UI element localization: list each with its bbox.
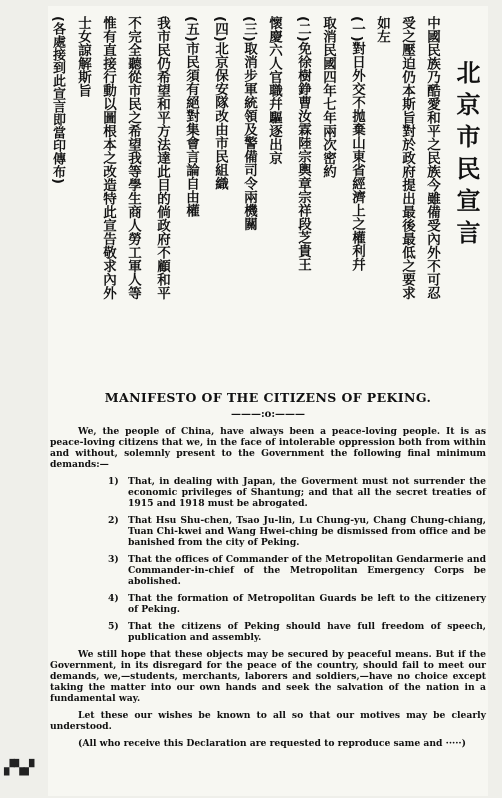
- chinese-title: 北京市民宣言: [452, 60, 480, 252]
- demand-text: That the formation of Metropolitan Guards be left to the citizenery of Peking.: [128, 593, 486, 615]
- chinese-note: (各處接到此宣言即當印傳布): [50, 16, 65, 184]
- chinese-column: 懷慶六人官職幷驅逐出京: [266, 16, 282, 165]
- divider: ———:o:———: [230, 409, 306, 420]
- demand-number: 1): [108, 476, 119, 487]
- demand-item: [50, 476, 486, 509]
- chinese-column: 我市民仍希望和平方法達此目的倘政府不顧和平: [154, 16, 170, 300]
- seal-stamp-icon: ▞▚▞: [4, 760, 34, 776]
- demand-item: [50, 621, 486, 643]
- chinese-demand: (一)對日外交不拋棄山東省經濟上之權利幷: [349, 16, 365, 272]
- request-paragraph: (All who receive this Declaration are requested to reproduce same and ·····): [78, 738, 466, 749]
- chinese-demand: (三)取消步軍統領及警備司令兩機關: [241, 16, 257, 231]
- chinese-column: 取消民國四年七年兩次密約: [320, 16, 336, 178]
- english-title: MANIFESTO OF THE CITIZENS OF PEKING.: [104, 390, 432, 405]
- demand-number: 2): [108, 515, 119, 526]
- demand-text: That the citizens of Peking should have full freedom of speech, publication and assembly.: [128, 621, 486, 643]
- demand-item: [50, 554, 486, 587]
- chinese-demand: (五)市民須有絕對集會言論自由權: [183, 16, 199, 218]
- english-section: [50, 378, 486, 755]
- chinese-columns: [41, 16, 444, 382]
- chinese-demand: (二)免徐樹錚曹汝霖陸宗輿章宗祥段芝貴王: [295, 16, 311, 272]
- demand-item: [50, 515, 486, 548]
- chinese-demand: (四)北京保安隊改由市民組織: [212, 16, 228, 191]
- demand-number: 3): [108, 554, 119, 565]
- chinese-column: 中國民族乃酷愛和平之民族今雖備受內外不可忍: [424, 16, 440, 300]
- demand-item: [50, 593, 486, 615]
- demands-list: [50, 476, 486, 643]
- manifesto-sheet: [48, 6, 488, 796]
- chinese-section: [50, 14, 488, 384]
- demand-text: That, in dealing with Japan, the Goverment must not surrender the economic privileges of Shantung; and that all the secret treaties of 1915 and 1918 must be abrogated.: [128, 476, 486, 509]
- chinese-column: 惟有直接行動以圖根本之改造特此宣告敬求內外: [100, 16, 116, 300]
- demand-text: That the offices of Commander of the Metropolitan Gendarmerie and Commander-in-chief of the Metropolitan Emergency Corps be abolished.: [128, 554, 486, 587]
- chinese-column: 士女諒解斯旨: [75, 16, 91, 97]
- chinese-column: 受之壓迫仍本斯旨對於政府提出最後最低之要求: [399, 16, 415, 300]
- demand-number: 5): [108, 621, 119, 632]
- demand-text: That Hsu Shu-chen, Tsao Ju-lin, Lu Chung-yu, Chang Chung-chiang, Tuan Chi-kwei and Wang Hwei-ching be dismissed from office and be banished from the city of Peking.: [128, 515, 486, 548]
- demand-number: 4): [108, 593, 119, 604]
- wish-paragraph: Let these our wishes be known to all so that our motives may be clearly understood.: [50, 710, 486, 732]
- closing-paragraph: We still hope that these objects may be secured by peaceful means. But if the Government, in its disregard for the peace of the country, should fail to meet our demands, we,—students, merchants, laborers and soldiers,—have no choice except taking the matter into our own hands and seek the salvation of the nation in a fundamental way.: [50, 649, 486, 704]
- chinese-column: 不完全聽從市民之希望我等學生商人勞工軍人等: [125, 16, 141, 300]
- intro-paragraph: We, the people of China, have always been a peace-loving people. It is as peace-loving citizens that we, in the face of intolerable oppression both from within and without, solemnly present to the Government the following final minimum demands:—: [50, 426, 486, 470]
- chinese-column: 如左: [374, 16, 390, 43]
